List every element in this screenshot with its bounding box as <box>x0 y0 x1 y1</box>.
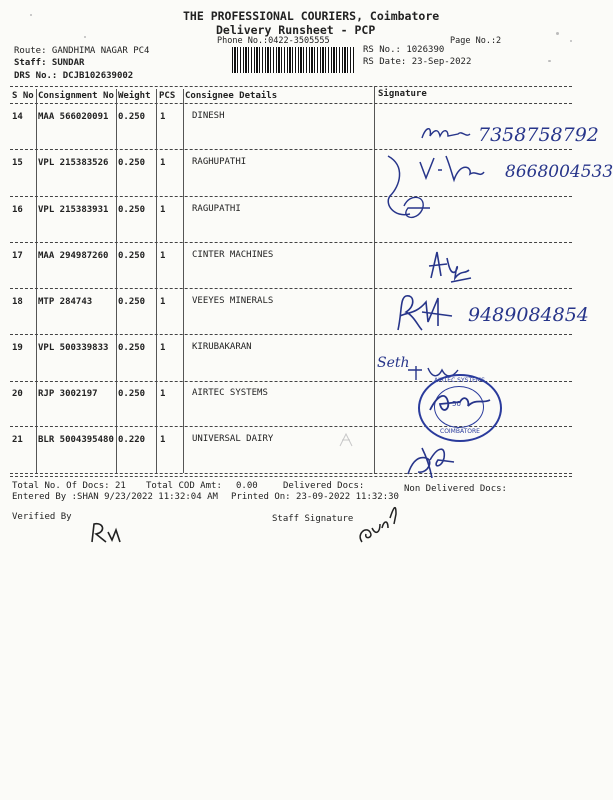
row-pcs: 1 <box>160 251 166 261</box>
row-consignment: MTP 284743 <box>38 297 93 307</box>
row-consignee: RAGUPATHI <box>192 204 241 214</box>
row-consignee: UNIVERSAL DAIRY <box>192 434 274 444</box>
col-divider <box>183 89 184 473</box>
row-consignment: MAA 294987260 <box>38 251 109 261</box>
col-divider <box>36 89 37 473</box>
col-divider <box>156 89 157 473</box>
route: Route: GANDHIMA NAGAR PC4 <box>14 46 150 56</box>
row-divider <box>10 334 572 335</box>
faint-mark <box>338 432 354 448</box>
scan-speck <box>30 14 32 16</box>
signature-row14-scribble <box>418 124 478 144</box>
row-consignment: MAA 566020091 <box>38 112 109 122</box>
staff-signature-scribble <box>352 498 402 546</box>
row-consignment: VPL 500339833 <box>38 343 109 353</box>
page-number: Page No.:2 <box>450 36 502 46</box>
row-consignee: CINTER MACHINES <box>192 250 274 260</box>
rs-number: RS No.: 1026390 <box>363 45 445 55</box>
scan-speck <box>570 40 572 42</box>
phone-number: Phone No.:0422-3505555 <box>217 36 330 46</box>
col-signature: Signature <box>378 89 427 99</box>
row-consignment: BLR 5004395480 <box>38 435 114 445</box>
row-weight: 0.250 <box>118 205 146 215</box>
row-consignment: VPL 215383526 <box>38 158 109 168</box>
row-consignment: VPL 215383931 <box>38 205 109 215</box>
row-sno: 19 <box>12 343 23 353</box>
row-consignee: KIRUBAKARAN <box>192 342 252 352</box>
stamp-top-text: AIRTEC SYSTEMS <box>434 377 485 384</box>
signature-row15-scribble <box>380 152 500 232</box>
signature-row20-scribble <box>426 388 496 418</box>
signature-row17-scribble <box>425 248 475 284</box>
row-divider <box>10 149 572 150</box>
printed-on: Printed On: 23-09-2022 11:32:30 <box>231 492 399 502</box>
col-divider <box>374 86 375 474</box>
row-pcs: 1 <box>160 389 166 399</box>
row-pcs: 1 <box>160 112 166 122</box>
signature-row18-phone: 9489084854 <box>468 304 589 326</box>
barcode <box>232 47 354 73</box>
drs-number: DRS No.: DCJB102639002 <box>14 71 134 81</box>
row-consignee: VEEYES MINERALS <box>192 296 274 306</box>
row-consignee: DINESH <box>192 111 225 121</box>
row-weight: 0.220 <box>118 435 146 445</box>
verified-by: Verified By <box>12 512 72 522</box>
row-consignee: RAGHUPATHI <box>192 157 247 167</box>
row-weight: 0.250 <box>118 158 146 168</box>
verified-by-signature <box>86 520 126 544</box>
row-divider <box>10 242 572 243</box>
signature-row18-scribble <box>392 292 472 334</box>
col-pcs: PCS <box>159 91 176 101</box>
signature-row19-name: Seth <box>377 355 410 371</box>
entered-by: Entered By :SHAN 9/23/2022 11:32:04 AM <box>12 492 218 502</box>
row-sno: 20 <box>12 389 23 399</box>
row-pcs: 1 <box>160 435 166 445</box>
row-pcs: 1 <box>160 297 166 307</box>
row-sno: 18 <box>12 297 23 307</box>
col-consignee: Consignee Details <box>185 91 278 101</box>
signature-row15-phone: 8668004533 <box>505 162 613 182</box>
col-divider <box>116 89 117 473</box>
staff-signature-label: Staff Signature <box>272 514 354 524</box>
stamp-center-text: 50 <box>452 400 461 408</box>
row-pcs: 1 <box>160 343 166 353</box>
row-weight: 0.250 <box>118 112 146 122</box>
cod-amount: 0.00 <box>236 481 258 491</box>
rs-date: RS Date: 23-Sep-2022 <box>363 57 472 67</box>
signature-row14-phone: 7358758792 <box>478 124 599 146</box>
cod-label: Total COD Amt: <box>146 481 222 491</box>
col-consignment: Consignment No <box>38 91 114 101</box>
header-bottom-rule <box>10 103 572 104</box>
total-docs: 21 <box>115 481 126 491</box>
row-weight: 0.250 <box>118 389 146 399</box>
staff: Staff: SUNDAR <box>14 58 85 68</box>
row-divider <box>10 473 572 474</box>
total-docs-label: Total No. Of Docs: <box>12 481 110 491</box>
row-pcs: 1 <box>160 158 166 168</box>
non-delivered-docs-label: Non Delivered Docs: <box>404 484 507 494</box>
row-sno: 15 <box>12 158 23 168</box>
scan-speck <box>556 32 559 35</box>
row-consignee: AIRTEC SYSTEMS <box>192 388 268 398</box>
col-sno: S No <box>12 91 34 101</box>
col-weight: Weight <box>118 91 151 101</box>
scan-speck <box>548 60 551 62</box>
delivered-docs-label: Delivered Docs: <box>283 481 365 491</box>
row-pcs: 1 <box>160 205 166 215</box>
row-sno: 16 <box>12 205 23 215</box>
runsheet-title: Delivery Runsheet - PCP <box>216 23 376 37</box>
table-bottom-rule <box>10 476 572 477</box>
row-weight: 0.250 <box>118 297 146 307</box>
row-divider <box>10 288 572 289</box>
row-weight: 0.250 <box>118 251 146 261</box>
row-sno: 14 <box>12 112 23 122</box>
stamp-bottom-text: COIMBATORE <box>440 428 480 435</box>
header-top-rule <box>10 86 572 87</box>
row-sno: 17 <box>12 251 23 261</box>
row-consignment: RJP 3002197 <box>38 389 98 399</box>
scan-speck <box>84 36 86 38</box>
row-sno: 21 <box>12 435 23 445</box>
row-weight: 0.250 <box>118 343 146 353</box>
company-name: THE PROFESSIONAL COURIERS, Coimbatore <box>183 9 440 23</box>
signature-row21-scribble <box>402 438 462 482</box>
